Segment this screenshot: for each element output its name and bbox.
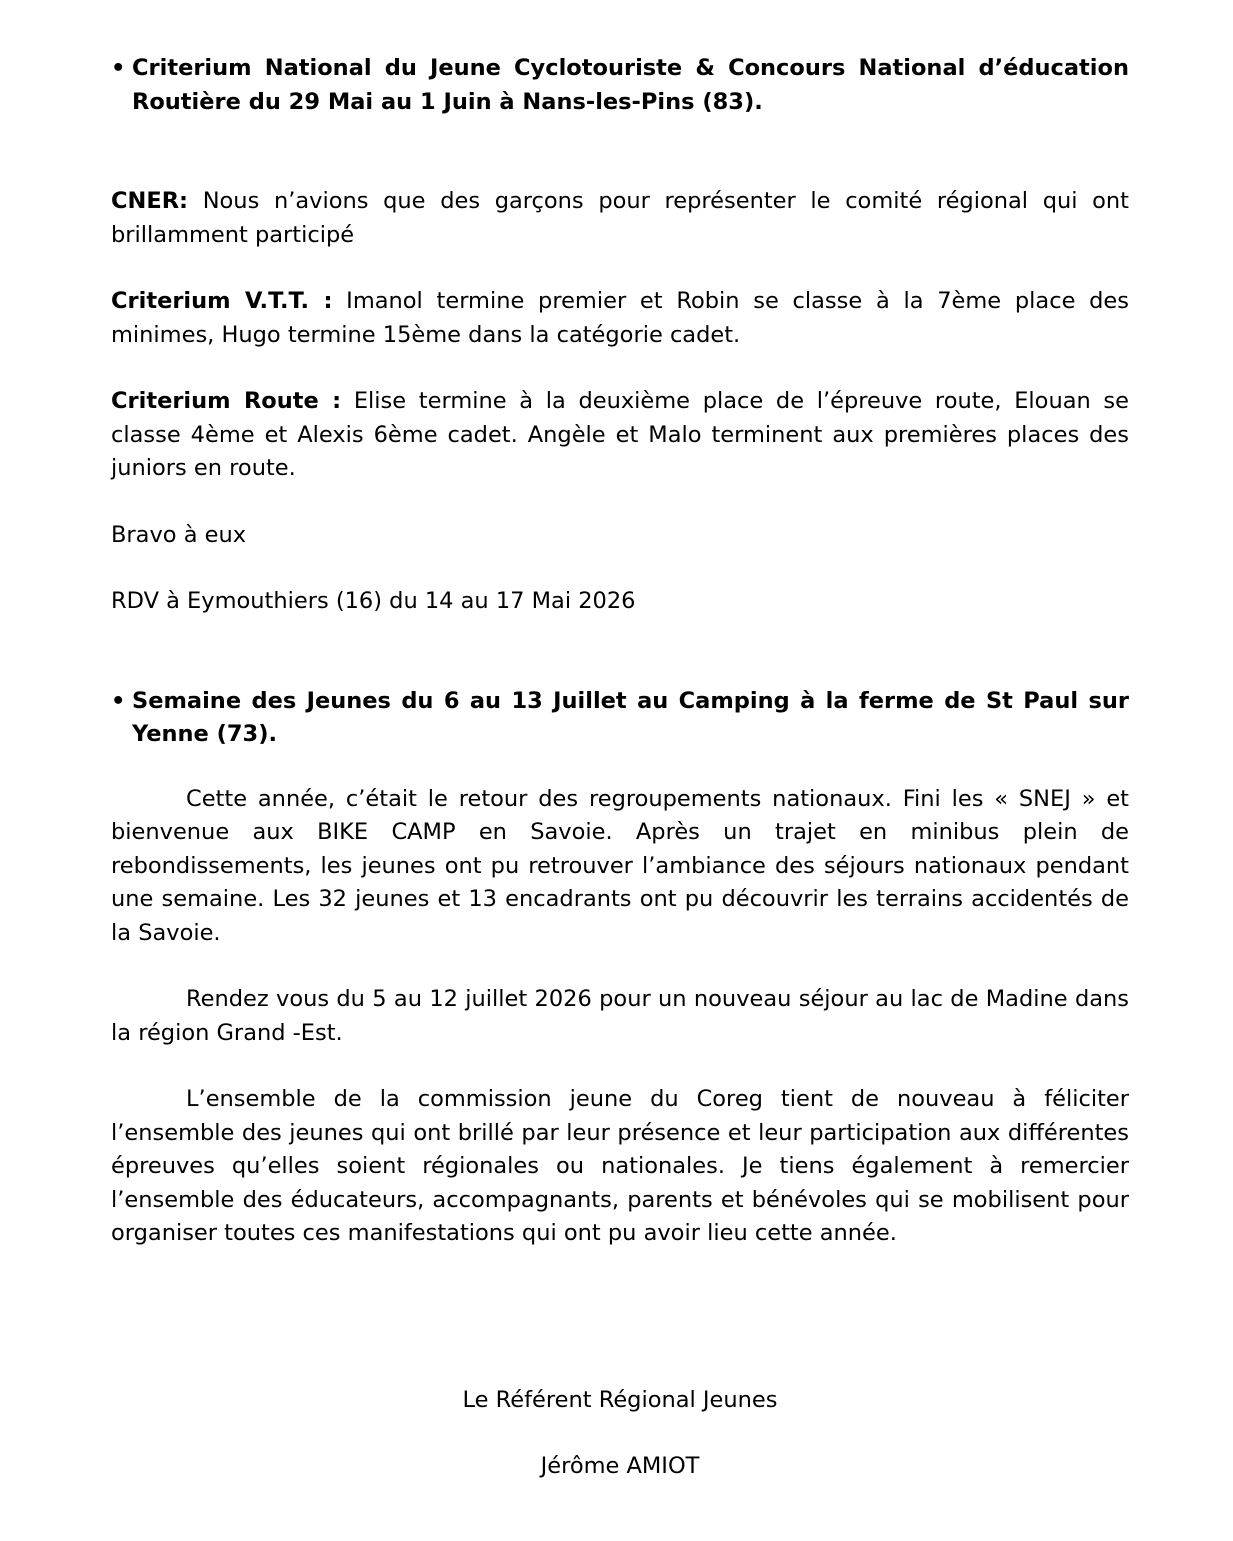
thanks-paragraph: L’ensemble de la commission jeune du Coreg tient de nouveau à féliciter l’ensemble des jeunes qui ont brillé par leur présence et leur participation aux différentes épreuves qu’elles soient régionales ou nationales. Je tiens également à remercier l’ensemble des éducateurs, accompagnants, parents et bénévoles qui se mobilisent pour organiser toutes ces manifestations qui ont pu avoir lieu cette année. [111, 1086, 1129, 1246]
heading-text: Criterium National du Jeune Cyclotouriste & Concours National d’éducation Routière du 29 Mai au 1 Juin à Nans-les-Pins (83). [132, 55, 1129, 115]
cner-text: Nous n’avions que des garçons pour représenter le comité régional qui ont brillamment participé [111, 188, 1129, 248]
section-heading-semaine [111, 685, 1129, 752]
vtt-text: Imanol termine premier et Robin se classe à la 7ème place des minimes, Hugo termine 15ème dans la catégorie cadet. [111, 288, 1129, 348]
bullet-icon: • [111, 687, 126, 714]
route-text: Elise termine à la deuxième place de l’épreuve route, Elouan se classe 4ème et Alexis 6ème cadet. Angèle et Malo terminent aux premières places des juniors en route. [111, 388, 1130, 481]
signature-role: Le Référent Régional Jeunes [462, 1386, 778, 1413]
section-heading-criterium [111, 52, 1129, 119]
heading-text: Semaine des Jeunes du 6 au 13 Juillet au Camping à la ferme de St Paul sur Yenne (73). [132, 687, 1129, 747]
cner-paragraph [111, 185, 1129, 252]
cner-label: CNER: [111, 188, 189, 214]
document-page [111, 52, 1129, 1484]
bullet-icon: • [111, 55, 126, 81]
signature-name: Jérôme AMIOT [540, 1453, 700, 1479]
vtt-label: Criterium V.T.T. : [111, 288, 333, 314]
rdv-text: RDV à Eymouthiers (16) du 14 au 17 Mai 2026 [111, 588, 636, 614]
bravo-text: Bravo à eux [111, 521, 247, 548]
route-paragraph [111, 385, 1129, 486]
bike-camp-paragraph: Cette année, c’était le retour des regroupements nationaux. Fini les « SNEJ » et bienvenue aux BIKE CAMP en Savoie. Après un trajet en minibus plein de rebondissements, les jeunes ont pu retrouver l’ambiance des séjours nationaux pendant une semaine. Les 32 jeunes et 13 encadrants ont pu découvrir les terrains accidentés de la Savoie. [111, 785, 1129, 946]
madine-paragraph: Rendez vous du 5 au 12 juillet 2026 pour un nouveau séjour au lac de Madine dans la région Grand -Est. [111, 986, 1129, 1046]
route-label: Criterium Route : [111, 388, 342, 414]
vtt-paragraph [111, 285, 1129, 352]
